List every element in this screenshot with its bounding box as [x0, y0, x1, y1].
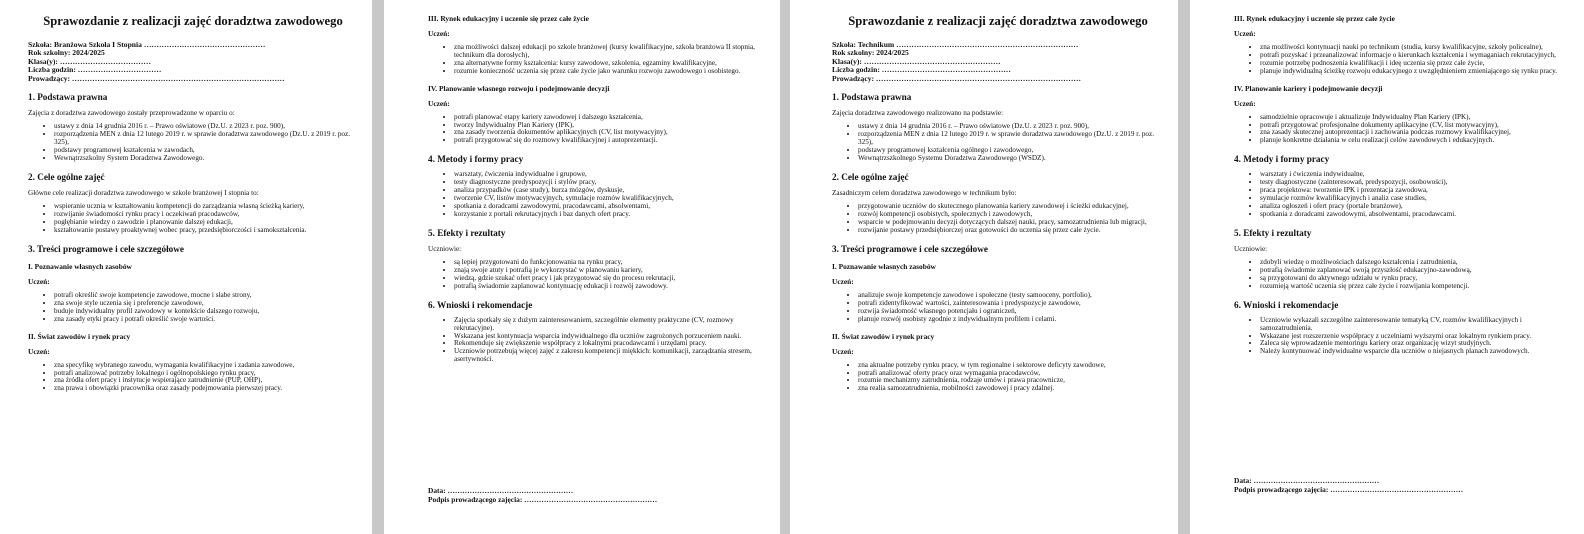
student-label: Uczeń:	[428, 98, 450, 108]
list-item: • tworzy Indywidualny Plan Kariery (IPK),	[454, 122, 766, 130]
list-item: • przygotowanie uczniów do skutecznego planowania kariery zawodowej i ścieżki edukacyjnej,	[858, 203, 1164, 211]
list-item: • Zajęcia spotkały się z dużym zainteresowaniem, szczególnie elementy praktyczne (CV, rozmowy rekrutacyjne).	[454, 317, 766, 333]
student-label: Uczeń:	[428, 29, 450, 38]
signature-line: Podpis prowadzącego zajęcia: ………………………………………………	[1234, 485, 1464, 494]
section-heading: 4. Metody i formy pracy	[1234, 154, 1330, 165]
document-title: Sprawozdanie z realizacji zajęć doradztwa zawodowego	[43, 14, 343, 28]
list-item: • zna aktualne potrzeby rynku pracy, w tym regionalne i sektorowe deficyty zawodowe,	[858, 362, 1164, 370]
bullet-list	[832, 203, 1164, 235]
subsection-heading: I. Poznawanie własnych zasobów	[28, 262, 132, 271]
list-item: • warsztaty, ćwiczenia indywidualne i grupowe,	[454, 171, 766, 179]
list-item: • są przygotowani do aktywnego udziału w rynku pracy,	[1260, 275, 1570, 283]
bullet-list	[428, 259, 766, 291]
page-gap	[372, 0, 384, 534]
student-label: Uczeń:	[1234, 29, 1256, 38]
list-item: • potrafi pozyskać i przeanalizować informacje o kierunkach kształcenia i wymaganiach rekrutacyjnych,	[1260, 52, 1570, 60]
student-label: Uczeń:	[28, 346, 50, 356]
section-heading: 5. Efekty i rezultaty	[1234, 227, 1312, 238]
list-item: • analizuje swoje kompetencje zawodowe i społeczne (testy samooceny, portfolio),	[858, 292, 1164, 300]
date-line: Data: ……………………………………………	[428, 486, 574, 495]
list-item: • praca projektowa: tworzenie IPK i prezentacja zawodowa,	[1260, 187, 1570, 195]
meta-school: Szkoła: Branżowa Szkoła I Stopnia …………………………………………	[28, 41, 266, 49]
list-item: • rozwijanie świadomości rynku pracy i oczekiwań pracodawców,	[54, 211, 358, 219]
report-metadata	[28, 41, 358, 83]
list-item: • testy diagnostyczne predyspozycji i stylów pracy,	[454, 179, 766, 187]
list-item: • zna zasady etyki pracy i potrafi określić swoje wartości.	[54, 316, 358, 324]
list-item: • rozumieją wartość uczenia się przez całe życie i rozwijania kompetencji.	[1260, 283, 1570, 291]
list-item: • potrafi planować etapy kariery zawodowej i dalszego kształcenia,	[454, 114, 766, 122]
list-item: • rozumie mechanizmy zatrudnienia, rodzaje umów i prawa pracownicze,	[858, 377, 1164, 385]
list-item: • potrafi zidentyfikować wartości, zainteresowania i predyspozycje zawodowe,	[858, 300, 1164, 308]
list-item: • wspieranie ucznia w kształtowaniu kompetencji do zarządzania własną ścieżką kariery,	[54, 203, 358, 211]
list-item: • zna źródła ofert pracy i instytucje wspierające zatrudnienie (PUP, OHP),	[54, 377, 358, 385]
bullet-list	[1234, 317, 1570, 357]
list-item: • planuje indywidualną ścieżkę rozwoju edukacyjnego z uwzględnieniem zmieniającego się rynku pracy.	[1260, 68, 1570, 76]
subsection-heading: III. Rynek edukacyjny i uczenie się przez całe życie	[1234, 14, 1395, 23]
subsection-heading: I. Poznawanie własnych zasobów	[832, 262, 936, 271]
list-item: • rozporządzenia MEN z dnia 12 lutego 2019 r. w sprawie doradztwa zawodowego (Dz.U. z 2019 r. poz. 325),	[54, 131, 358, 147]
subsection-heading: II. Świat zawodów i rynek pracy	[832, 331, 935, 341]
meta-class: Klasa(y): ………………………………………………	[832, 57, 1001, 66]
list-item: • kształtowanie postawy proaktywnej wobec pracy, przedsiębiorczości i samokształcenia.	[54, 227, 358, 235]
bullet-list	[428, 317, 766, 364]
section-heading: 1. Podstawa prawna	[832, 92, 912, 103]
section-heading: 3. Treści programowe i cele szczegółowe	[832, 244, 988, 254]
section-intro: Uczniowie:	[428, 244, 462, 253]
list-item: • zna możliwości kontynuacji nauki po technikum (studia, kursy kwalifikacyjne, szkoły policealne),	[1260, 44, 1570, 52]
document-title: Sprawozdanie z realizacji zajęć doradztwa zawodowego	[848, 14, 1148, 28]
list-item: • symulacje rozmów kwalifikacyjnych i analiz case studies,	[1260, 195, 1570, 203]
signature-block	[1234, 476, 1463, 494]
subsection-heading: IV. Planowanie kariery i podejmowanie decyzji	[1234, 83, 1383, 93]
list-item: • planuje konkretne działania w celu realizacji celów zawodowych i edukacyjnych.	[1260, 137, 1570, 145]
bullet-list	[28, 292, 358, 324]
list-item: • Uczniowie potrzebują więcej zajęć z zakresu kompetencji miękkich: komunikacji, zarządzania stresem, asertywności.	[454, 348, 766, 364]
student-label: Uczeń:	[28, 277, 50, 286]
list-item: • wiedzą, gdzie szukać ofert pracy i jak przygotować się do procesu rekrutacji,	[454, 275, 766, 283]
list-item: • Wskazane jest rozszerzenie współpracy z uczelniami wyższymi oraz lokalnym rynkiem pracy.	[1260, 333, 1570, 341]
list-item: • zna realia samozatrudnienia, mobilności zawodowej i pracy zdalnej.	[858, 385, 1164, 393]
meta-hours: Liczba godzin: ……………………………………………	[832, 66, 1011, 75]
list-item: • zna zasady skutecznej autoprezentacji i zachowania podczas rozmowy kwalifikacyjnej,	[1260, 129, 1570, 137]
bullet-list	[832, 362, 1164, 394]
document-page-3	[790, 0, 1178, 534]
list-item: • potrafi przygotować profesjonalne dokumenty aplikacyjne (CV, list motywacyjny),	[1260, 122, 1570, 130]
list-item: • rozwój kompetencji osobistych, społecznych i zawodowych,	[858, 211, 1164, 219]
section-heading: 6. Wnioski i rekomendacje	[1234, 299, 1339, 310]
bullet-list	[832, 292, 1164, 324]
list-item: • korzystanie z portali rekrutacyjnych i baz danych ofert pracy.	[454, 211, 766, 219]
list-item: • zna swoje style uczenia się i preferencje zawodowe,	[54, 300, 358, 308]
list-item: • ustawy z dnia 14 grudnia 2016 r. – Prawo oświatowe (Dz.U. z 2023 r. poz. 900),	[54, 123, 358, 131]
list-item: • rozumie konieczność uczenia się przez całe życie jako warunku rozwoju zawodowego i osobistego.	[454, 68, 766, 76]
list-item: • Zaleca się wprowadzenie mentoringu kariery oraz organizację wizyt studyjnych.	[1260, 340, 1570, 348]
section-intro: Uczniowie:	[1234, 244, 1268, 253]
list-item: • zdobyli wiedzę o możliwościach dalszego kształcenia i zatrudnienia,	[1260, 259, 1570, 267]
student-label: Uczeń:	[832, 346, 854, 356]
list-item: • tworzenie CV, listów motywacyjnych, symulacje rozmów kwalifikacyjnych,	[454, 195, 766, 203]
list-item: • zna specyfikę wybranego zawodu, wymagania kwalifikacyjne i zadania zawodowe,	[54, 362, 358, 370]
list-item: • ustawy z dnia 14 grudnia 2016 r. – Prawo oświatowe (Dz.U. z 2023 r. poz. 900),	[858, 123, 1164, 131]
section-intro: Zajęcia doradztwa zawodowego realizowano na podstawie:	[832, 109, 1004, 118]
subsection-heading: III. Rynek edukacyjny i uczenie się przez całe życie	[428, 14, 589, 23]
document-page-1	[0, 0, 372, 534]
list-item: • zna alternatywne formy kształcenia: kursy zawodowe, szkolenia, egzaminy kwalifikacyjne,	[454, 60, 766, 68]
meta-class: Klasa(y): ………………………………	[28, 57, 151, 66]
meta-school-year: Rok szkolny: 2024/2025	[28, 49, 105, 58]
section-intro: Główne cele realizacji doradztwa zawodowego w szkole branżowej I stopnia to:	[28, 188, 259, 197]
list-item: • spotkania z doradcami zawodowymi, pracodawcami, absolwentami,	[454, 203, 766, 211]
section-heading: 4. Metody i formy pracy	[428, 154, 524, 165]
list-item: • zna zasady tworzenia dokumentów aplikacyjnych (CV, list motywacyjny),	[454, 129, 766, 137]
list-item: • Wewnątrzszkolny System Doradztwa Zawodowego.	[54, 155, 358, 163]
list-item: • buduje indywidualny profil zawodowy w kontekście dalszego rozwoju,	[54, 308, 358, 316]
bullet-list	[1234, 171, 1570, 218]
list-item: • rozporządzenia MEN z dnia 12 lutego 2019 r. w sprawie doradztwa zawodowego (Dz.U. z 2019 r. poz. 325),	[858, 131, 1164, 147]
section-heading: 2. Cele ogólne zajęć	[28, 171, 105, 182]
list-item: • wsparcie w podejmowaniu decyzji dotyczących dalszej nauki, pracy, samozatrudnienia lub migracji,	[858, 219, 1164, 227]
signature-line: Podpis prowadzącego zajęcia: ………………………………………………	[428, 495, 658, 504]
meta-school: Szkoła: Technikum ………………………………………………………………	[832, 41, 1079, 49]
bullet-list	[428, 114, 766, 146]
bullet-list	[832, 123, 1164, 163]
list-item: • potrafi przygotować się do rozmowy kwalifikacyjnej i autoprezentacji.	[454, 137, 766, 145]
bullet-list	[28, 123, 358, 163]
list-item: • potrafi analizować oferty pracy oraz wymagania pracodawców,	[858, 370, 1164, 378]
list-item: • samodzielnie opracowuje i aktualizuje Indywidualny Plan Kariery (IPK),	[1260, 114, 1570, 122]
list-item: • warsztaty i ćwiczenia indywidualne,	[1260, 171, 1570, 179]
list-item: • potrafi analizować potrzeby lokalnego i ogólnopolskiego rynku pracy,	[54, 370, 358, 378]
list-item: • Uczniowie wykazali szczególne zainteresowanie tematyką CV, rozmów kwalifikacyjnych i samozatrudnienia.	[1260, 317, 1570, 333]
list-item: • rozwija świadomość własnego potencjału i ograniczeń,	[858, 308, 1164, 316]
list-item: • podstawy programowej kształcenia ogólnego i zawodowego,	[858, 147, 1164, 155]
date-line: Data: ……………………………………………	[1234, 476, 1380, 485]
list-item: • Należy kontynuować indywidualne wsparcie dla uczniów o niejasnych planach zawodowych.	[1260, 348, 1570, 356]
page-gap	[780, 0, 790, 534]
list-item: • Rekomenduje się zwiększenie współpracy z lokalnymi pracodawcami i urzędami pracy.	[454, 340, 766, 348]
meta-hours: Liczba godzin: ……………………………	[28, 66, 162, 75]
list-item: • planuje rozwój osobisty zgodnie z indywidualnym profilem i celami.	[858, 316, 1164, 324]
list-item: • testy diagnostyczne (zainteresowań, predyspozycji, osobowości),	[1260, 179, 1570, 187]
section-intro: Zajęcia z doradztwa zawodowego zostały przeprowadzone w oparciu o:	[28, 109, 235, 118]
section-heading: 3. Treści programowe i cele szczegółowe	[28, 244, 184, 254]
section-heading: 6. Wnioski i rekomendacje	[428, 299, 533, 310]
list-item: • potrafią świadomie zaplanować swoją przyszłość edukacyjno-zawodową,	[1260, 267, 1570, 275]
list-item: • potrafi określić swoje kompetencje zawodowe, mocne i słabe strony,	[54, 292, 358, 300]
list-item: • znają swoje atuty i potrafią je wykorzystać w planowaniu kariery,	[454, 267, 766, 275]
subsection-heading: II. Świat zawodów i rynek pracy	[28, 331, 131, 341]
student-label: Uczeń:	[832, 277, 854, 286]
list-item: • analiza przypadków (case study), burza mózgów, dyskusje,	[454, 187, 766, 195]
meta-teacher: Prowadzący: ………………………………………………………………………	[832, 74, 1081, 83]
meta-school-year: Rok szkolny: 2024/2025	[832, 49, 909, 58]
section-heading: 2. Cele ogólne zajęć	[832, 171, 909, 182]
list-item: • rozwijanie postawy przedsiębiorczej oraz gotowości do uczenia się przez całe życie.	[858, 227, 1164, 235]
section-heading: 5. Efekty i rezultaty	[428, 227, 506, 238]
bullet-list	[1234, 44, 1570, 76]
list-item: • zna możliwości dalszej edukacji po szkole branżowej (kursy kwalifikacyjne, szkoła branżowa II stopnia, technikum dla dorosłych),	[454, 44, 766, 60]
list-item: • Wskazana jest kontynuacja wsparcia indywidualnego dla uczniów zagrożonych porzuceniem nauki.	[454, 333, 766, 341]
list-item: • pogłębianie wiedzy o zawodzie i planowanie dalszej edukacji,	[54, 219, 358, 227]
report-metadata	[832, 41, 1164, 83]
section-heading: 1. Podstawa prawna	[28, 92, 108, 103]
bullet-list	[1234, 259, 1570, 291]
list-item: • spotkania z doradcami zawodowymi, absolwentami, pracodawcami.	[1260, 211, 1570, 219]
subsection-heading: IV. Planowanie własnego rozwoju i podejmowanie decyzji	[428, 83, 610, 93]
bullet-list	[28, 362, 358, 394]
section-intro: Zasadniczym celem doradztwa zawodowego w technikum było:	[832, 188, 1017, 197]
list-item: • podstawy programowej kształcenia w zawodach,	[54, 147, 358, 155]
list-item: • analiza ogłoszeń i ofert pracy (portale branżowe),	[1260, 203, 1570, 211]
list-item: • są lepiej przygotowani do funkcjonowania na rynku pracy,	[454, 259, 766, 267]
list-item: • zna prawa i obowiązki pracownika oraz zasady podejmowania pierwszej pracy.	[54, 385, 358, 393]
bullet-list	[28, 203, 358, 235]
list-item: • Wewnątrzszkolnego Systemu Doradztwa Zawodowego (WSDZ).	[858, 155, 1164, 163]
bullet-list	[1234, 114, 1570, 146]
list-item: • rozumie potrzebę podnoszenia kwalifikacji i ideę uczenia się przez całe życie,	[1260, 60, 1570, 68]
signature-block	[428, 486, 657, 504]
page-gap	[1178, 0, 1190, 534]
bullet-list	[428, 171, 766, 218]
document-page-2	[384, 0, 780, 534]
document-page-4	[1190, 0, 1584, 534]
bullet-list	[428, 44, 766, 76]
student-label: Uczeń:	[1234, 98, 1256, 108]
list-item: • potrafią świadomie zaplanować kontynuację edukacji i rozwój zawodowy.	[454, 283, 766, 291]
meta-teacher: Prowadzący: …………………………………………………………………………	[28, 74, 285, 83]
